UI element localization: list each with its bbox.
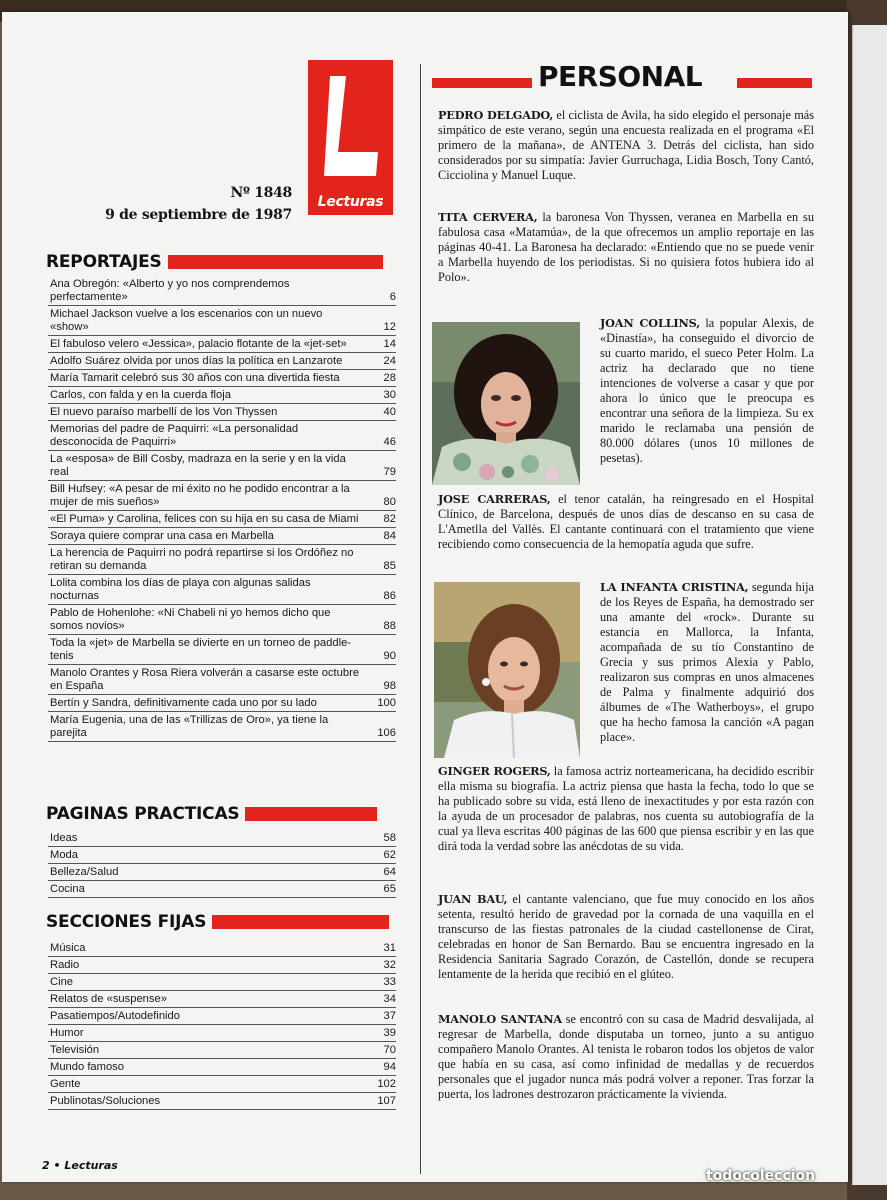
toc-entry-page: 82 xyxy=(383,513,396,525)
toc-entry xyxy=(48,957,396,974)
toc-entry-page: 40 xyxy=(383,406,396,418)
toc-entry-page: 62 xyxy=(383,849,396,861)
toc-entry-page: 64 xyxy=(383,866,396,878)
toc-entry-title: Bill Hufsey: «A pesar de mi éxito no he podido encontrar a la mujer de mis sueños» xyxy=(50,483,350,508)
toc-entry xyxy=(48,940,396,957)
toc-entry-page: 88 xyxy=(383,620,396,632)
toc-entry-page: 39 xyxy=(383,1027,396,1039)
logo-band: Lecturas xyxy=(308,190,393,215)
next-page-edge xyxy=(852,25,887,1185)
personal-item xyxy=(600,316,814,466)
section-red-bar xyxy=(245,807,377,821)
toc-entry xyxy=(48,370,396,387)
toc-entry-page: 33 xyxy=(383,976,396,988)
toc-entry-page: 31 xyxy=(383,942,396,954)
toc-entry-title: Televisión xyxy=(50,1044,100,1056)
toc-entry-title: Ideas xyxy=(50,832,78,844)
issue-number: Nº 1848 xyxy=(230,185,292,201)
toc-entry-title: «El Puma» y Carolina, felices con su hija en su casa de Miami xyxy=(50,513,359,525)
magazine-page xyxy=(2,12,848,1182)
toc-entry-title: Mundo famoso xyxy=(50,1061,125,1073)
toc-entry xyxy=(48,1059,396,1076)
toc-entry xyxy=(48,991,396,1008)
toc-entry xyxy=(48,545,396,575)
toc-entry xyxy=(48,353,396,370)
personal-item-name: GINGER ROGERS, xyxy=(438,764,551,778)
toc-entry-title: Adolfo Suárez olvida por unos días la política en Lanzarote xyxy=(50,355,343,367)
toc-entry-title: Soraya quiere comprar una casa en Marbella xyxy=(50,530,274,542)
toc-entry xyxy=(48,1008,396,1025)
toc-entry-title: La «esposa» de Bill Cosby, madraza en la serie y en la vida real xyxy=(50,453,346,478)
toc-entry-page: 6 xyxy=(389,291,396,303)
toc-entry xyxy=(48,404,396,421)
toc-entry-page: 37 xyxy=(383,1010,396,1022)
section-title: PAGINAS PRACTICAS xyxy=(46,804,240,824)
section-title: SECCIONES FIJAS xyxy=(46,912,207,932)
issue-info xyxy=(105,182,292,226)
toc-entry-title: Michael Jackson vuelve a los escenarios con un nuevo «show» xyxy=(50,308,323,333)
personal-right-bar xyxy=(737,78,812,88)
toc-entry-page: 12 xyxy=(383,321,396,333)
personal-item-text: la baronesa Von Thyssen, veranea en Marbella en su fabulosa casa «Matamúa», de la que ofrecemos un amplio reportaje en las páginas 40-41. La Baronesa ha declarado: «Entiendo que no se puede venir a Marbella huyendo de los periodistas. Si no quisiera fotos hubiera ido al Polo». xyxy=(438,210,814,284)
toc-entry-page: 28 xyxy=(383,372,396,384)
toc-entry-title: María Eugenia, una de las «Trillizas de Oro», ya tiene la parejita xyxy=(50,714,329,739)
toc-reportajes xyxy=(48,276,396,742)
toc-practicas xyxy=(48,830,396,898)
toc-entry-title: Pasatiempos/Autodefinido xyxy=(50,1010,180,1022)
personal-item xyxy=(438,210,814,285)
toc-entry xyxy=(48,276,396,306)
toc-entry xyxy=(48,481,396,511)
infanta-cristina-photo xyxy=(434,582,580,758)
section-red-bar xyxy=(212,915,389,929)
toc-entry-page: 90 xyxy=(383,650,396,662)
toc-entry xyxy=(48,830,396,847)
personal-item-name: TITA CERVERA, xyxy=(438,210,538,224)
toc-entry-page: 24 xyxy=(383,355,396,367)
toc-entry-page: 100 xyxy=(377,697,396,709)
toc-entry-title: Manolo Orantes y Rosa Riera volverán a casarse este octubre en España xyxy=(50,667,360,692)
toc-entry xyxy=(48,1093,396,1110)
toc-entry-title: Gente xyxy=(50,1078,81,1090)
toc-entry-title: Cocina xyxy=(50,883,85,895)
personal-left-bar xyxy=(432,78,532,88)
personal-item-text: la popular Alexis, de «Dinastía», ha conseguido el divorcio de su cuarto marido, el sueco Peter Holm. La actriz ha declarado que no tiene intenciones de volverse a casar y que por ahora lo único que le preocupa es encontrar una señora de la limpieza. Su ex marido le reclamaba una pensión de 80.000 dólares (unos 10 millones de pesetas). xyxy=(600,316,814,465)
section-header-practicas xyxy=(46,802,377,826)
toc-entry-title: Moda xyxy=(50,849,78,861)
toc-entry-title: Publinotas/Soluciones xyxy=(50,1095,161,1107)
personal-item-name: JOSE CARRERAS, xyxy=(438,492,551,506)
toc-entry-title: Lolita combina los días de playa con algunas salidas nocturnas xyxy=(50,577,311,602)
toc-entry-page: 79 xyxy=(383,466,396,478)
toc-entry xyxy=(48,605,396,635)
personal-item-text: segunda hija de los Reyes de España, ha demostrado ser una amante del «rock». Durante su estancia en Mallorca, la Infanta, acompañada de su tío Constantino de Grecia y sus primos Alexia y Pablo, realizaron sus compras en unos almacenes de Palma y finalmente adquirió dos álbumes de «The Watherboys», el grupo que ha hecho famosa la canción «A pagan place». xyxy=(600,580,814,744)
toc-entry-title: El fabuloso velero «Jessica», palacio flotante de la «jet-set» xyxy=(50,338,347,350)
page-footer: 2 • Lecturas xyxy=(42,1159,118,1172)
toc-entry xyxy=(48,336,396,353)
toc-entry-page: 80 xyxy=(383,496,396,508)
toc-entry xyxy=(48,665,396,695)
personal-item xyxy=(438,492,814,552)
toc-entry-page: 84 xyxy=(383,530,396,542)
joan-collins-photo xyxy=(432,322,580,485)
section-red-bar xyxy=(168,255,383,269)
personal-item-text: se encontró con su casa de Madrid desvalijada, al regresar de Marbella, donde disputaba un torneo, junto a su antiguo compañero Manolo Orantes. Al tenista le robaron todos los objetos de valor que había en su casa, así como infinidad de medallas y de recuerdos personales que el jugador nunca más podrá volver a reponer. Tras forzar la puerta, los ladrones destrozaron prácticamente la vivienda. xyxy=(438,1012,814,1101)
toc-entry-title: La herencia de Paquirri no podrá repartirse si los Ordóñez no retiran su demanda xyxy=(50,547,354,572)
toc-entry-title: Bertín y Sandra, definitivamente cada uno por su lado xyxy=(50,697,317,709)
toc-entry xyxy=(48,528,396,545)
personal-item xyxy=(438,1012,814,1102)
toc-entry xyxy=(48,1025,396,1042)
toc-entry-page: 98 xyxy=(383,680,396,692)
toc-entry-page: 85 xyxy=(383,560,396,572)
toc-entry-title: Música xyxy=(50,942,86,954)
personal-item xyxy=(438,108,814,183)
personal-item xyxy=(438,764,814,854)
toc-entry-page: 107 xyxy=(377,1095,396,1107)
toc-entry-title: El nuevo paraíso marbellí de los Von Thyssen xyxy=(50,406,278,418)
toc-entry xyxy=(48,881,396,898)
personal-item-text: la famosa actriz norteamericana, ha decidido escribir ella misma su biografía. La actriz piensa que hasta la fecha, todo lo que se ha publicado sobre su vida, está lleno de inexactitudes y por esta razón con la ayuda de un procesador de palabras, nos cuenta su autobiografía de la cual ya lleva escritas 400 páginas de las 600 que piensa escribir y en las que dirá toda la verdad sobre las anécdotas de su vida. xyxy=(438,764,814,853)
personal-item-name: JUAN BAU, xyxy=(438,892,508,906)
toc-entry xyxy=(48,306,396,336)
toc-entry-page: 34 xyxy=(383,993,396,1005)
toc-entry-page: 58 xyxy=(383,832,396,844)
toc-entry xyxy=(48,451,396,481)
section-header-fijas xyxy=(46,910,389,934)
personal-item-text: el tenor catalán, ha reingresado en el Hospital Clínico, de Barcelona, después de unos días de descanso en su casa de L'Ametlla del Vallès. El cantante continuará con el tratamiento que viene recibiendo como consecuencia de la hemopatía aguda que sufre. xyxy=(438,492,814,551)
toc-entry xyxy=(48,974,396,991)
toc-entry xyxy=(48,847,396,864)
toc-entry-page: 46 xyxy=(383,436,396,448)
toc-entry-title: Cine xyxy=(50,976,74,988)
watermark: todocoleccion xyxy=(706,1168,816,1184)
toc-entry-page: 65 xyxy=(383,883,396,895)
toc-entry-title: Ana Obregón: «Alberto y yo nos comprendemos perfectamente» xyxy=(50,278,290,303)
column-divider xyxy=(420,64,421,1174)
toc-entry-title: Radio xyxy=(50,959,80,971)
toc-entry-page: 94 xyxy=(383,1061,396,1073)
toc-entry-page: 32 xyxy=(383,959,396,971)
toc-entry-title: Memorias del padre de Paquirri: «La personalidad desconocida de Paquirri» xyxy=(50,423,299,448)
toc-entry xyxy=(48,864,396,881)
toc-entry-page: 14 xyxy=(383,338,396,350)
personal-item xyxy=(600,580,814,745)
toc-entry-page: 86 xyxy=(383,590,396,602)
section-header-reportajes xyxy=(46,250,383,274)
toc-entry-title: Relatos de «suspense» xyxy=(50,993,167,1005)
toc-entry-page: 106 xyxy=(377,727,396,739)
personal-item-name: PEDRO DELGADO, xyxy=(438,108,554,122)
toc-entry xyxy=(48,1042,396,1059)
toc-entry xyxy=(48,712,396,742)
personal-item-name: MANOLO SANTANA xyxy=(438,1012,562,1026)
toc-entry-title: Belleza/Salud xyxy=(50,866,119,878)
personal-item-name: JOAN COLLINS, xyxy=(600,316,700,330)
toc-entry-title: Carlos, con falda y en la cuerda floja xyxy=(50,389,231,401)
logo-l-icon xyxy=(324,76,380,180)
toc-entry-title: Pablo de Hohenlohe: «Ni Chabeli ni yo hemos dicho que somos novios» xyxy=(50,607,331,632)
toc-entry xyxy=(48,695,396,712)
toc-fijas xyxy=(48,940,396,1110)
lecturas-logo xyxy=(308,60,393,215)
toc-entry xyxy=(48,387,396,404)
toc-entry-title: Humor xyxy=(50,1027,84,1039)
personal-item-text: el cantante valenciano, que fue muy conocido en los años setenta, resultó herido de gravedad por la cornada de una vaquilla en el transcurso de las fiestas patronales de la ciudad castellonense de Cirat, celebradas en honor de San Bernardo. Bau se encuentra ingresado en la Residencia Sanitaria Sagrado Corazón, de Castellón, donde se recupera lentamente de la herida que recibió en el glúteo. xyxy=(438,892,814,981)
personal-title: PERSONAL xyxy=(538,60,703,93)
toc-entry-title: Toda la «jet» de Marbella se divierte en un torneo de paddle-tenis xyxy=(50,637,352,662)
toc-entry-page: 70 xyxy=(383,1044,396,1056)
personal-item-text: el ciclista de Avila, ha sido elegido el personaje más simpático de este verano, según una encuesta realizada en el programa «El primero de la mañana», de ANTENA 3. Detrás del ciclista, han sido considerados por su simpatía: Javier Gurruchaga, Lidia Bosch, Tony Cantó, Cicciolina y Manuel Luque. xyxy=(438,108,815,182)
toc-entry-title: María Tamarit celebró sus 30 años con una divertida fiesta xyxy=(50,372,340,384)
toc-entry xyxy=(48,575,396,605)
personal-header xyxy=(432,60,812,94)
toc-entry-page: 102 xyxy=(377,1078,396,1090)
issue-date: 9 de septiembre de 1987 xyxy=(105,207,292,223)
toc-entry xyxy=(48,1076,396,1093)
section-title: REPORTAJES xyxy=(46,252,162,272)
toc-entry xyxy=(48,635,396,665)
toc-entry xyxy=(48,421,396,451)
personal-item-name: LA INFANTA CRISTINA, xyxy=(600,580,749,594)
toc-entry xyxy=(48,511,396,528)
personal-item xyxy=(438,892,814,982)
toc-entry-page: 30 xyxy=(383,389,396,401)
